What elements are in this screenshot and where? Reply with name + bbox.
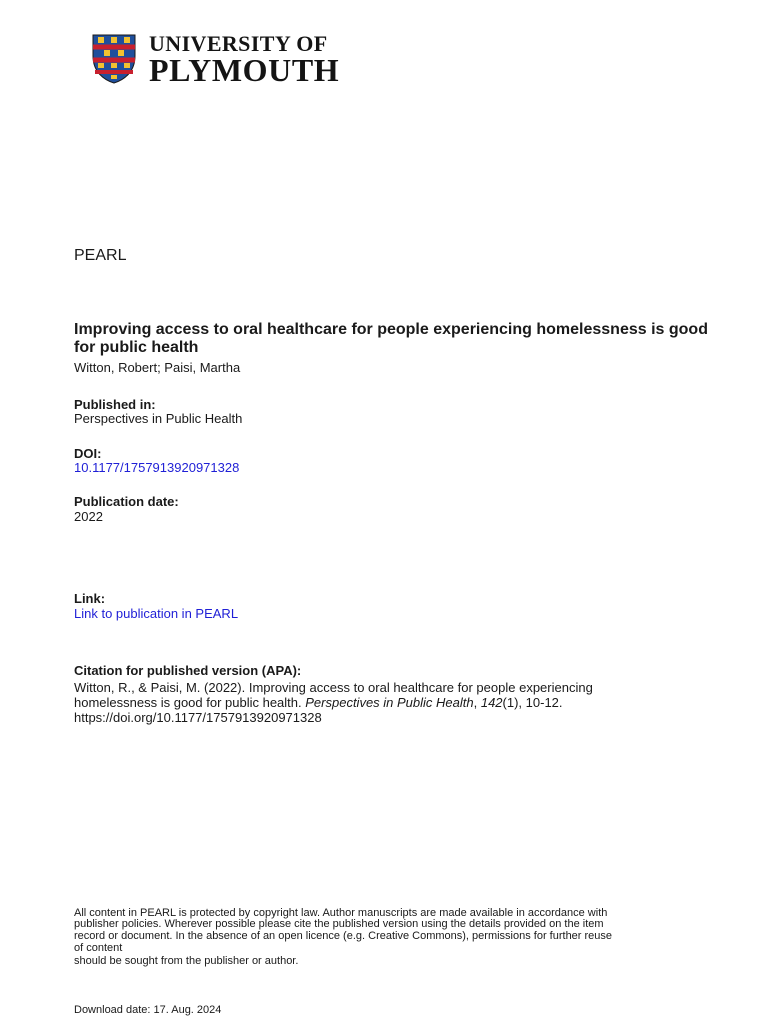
authors: Witton, Robert; Paisi, Martha	[74, 360, 241, 375]
citation-doi-url: https://doi.org/10.1177/1757913920971328	[74, 710, 322, 725]
citation-separator: ,	[473, 695, 481, 710]
publication-title: Improving access to oral healthcare for people experiencing homelessness is good for public health	[74, 321, 708, 356]
link-label: Link:	[74, 591, 106, 606]
download-date: Download date: 17. Aug. 2024	[74, 1004, 222, 1016]
copyright-notice-line: All content in PEARL is protected by copyright law. Author manuscripts are made available in accordance with	[74, 907, 608, 919]
repository-name: PEARL	[74, 247, 127, 264]
pearl-publication-link[interactable]: Link to publication in PEARL	[74, 606, 239, 621]
copyright-notice-line: publisher policies. Wherever possible please cite the published version using the details provided on the item	[74, 918, 604, 930]
citation-label: Citation for published version (APA):	[74, 663, 302, 678]
citation-pages: (1), 10-12.	[502, 695, 563, 710]
university-logo	[92, 31, 352, 88]
citation-journal: Perspectives in Public Health	[305, 695, 474, 710]
logo-text-line1: UNIVERSITY OF	[149, 31, 328, 56]
doi-link[interactable]: 10.1177/1757913920971328	[74, 460, 240, 475]
university-crest-icon	[92, 34, 136, 84]
publication-date-value: 2022	[74, 509, 103, 524]
published-in-label: Published in:	[74, 397, 156, 412]
copyright-notice-line: should be sought from the publisher or author.	[74, 955, 299, 967]
logo-text-line2: PLYMOUTH	[149, 52, 340, 88]
citation-line	[74, 695, 563, 710]
copyright-notice-line: of content	[74, 942, 123, 954]
citation-line: Witton, R., & Paisi, M. (2022). Improving access to oral healthcare for people experiencing	[74, 680, 593, 695]
published-in-value: Perspectives in Public Health	[74, 411, 243, 426]
citation-text: homelessness is good for public health.	[74, 695, 306, 710]
copyright-notice-line: record or document. In the absence of an open licence (e.g. Creative Commons), permissions for further reuse	[74, 930, 613, 942]
citation-volume: 142	[480, 695, 503, 710]
publication-date-label: Publication date:	[74, 494, 179, 509]
doi-label: DOI:	[74, 446, 102, 461]
